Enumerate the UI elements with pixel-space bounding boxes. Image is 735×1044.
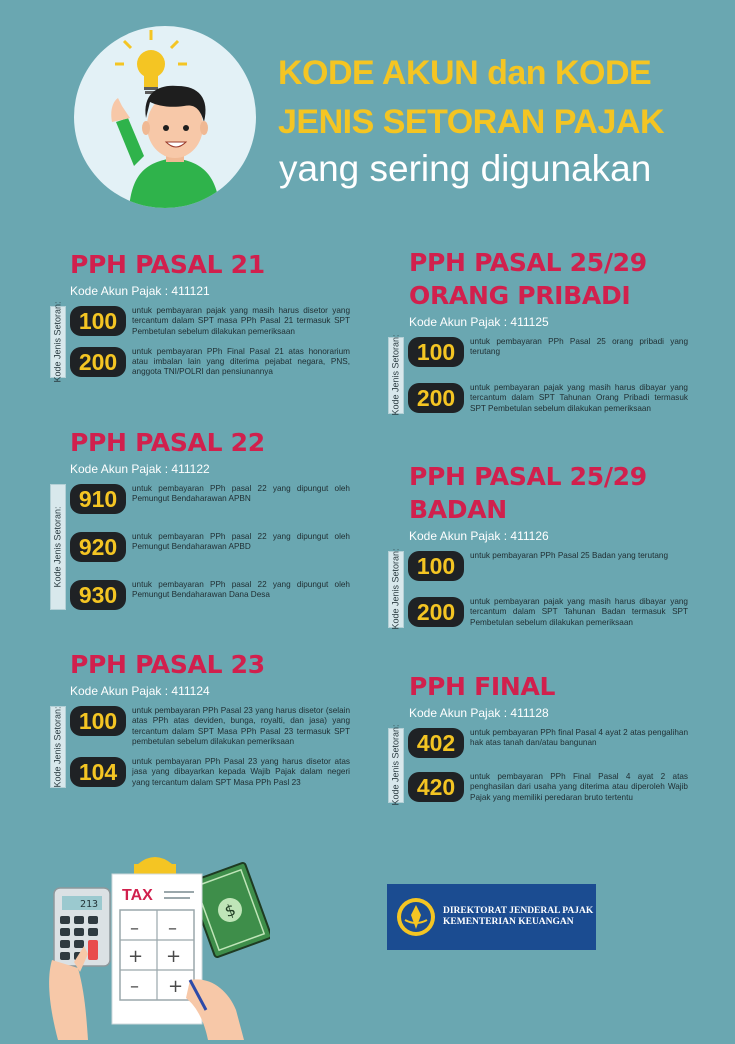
side-label: Kode Jenis Setoran: xyxy=(50,484,66,610)
code-description: untuk pembayaran PPh Pasal 25 Badan yang terutang xyxy=(470,551,669,560)
svg-text:–: – xyxy=(130,918,139,939)
code-badge: 200 xyxy=(408,383,464,413)
tax-illustration xyxy=(40,850,270,1040)
code-badge: 910 xyxy=(70,484,126,514)
code-description: untuk pembayaran PPh Pasal 23 yang harus disetor (selain atas PPh atas deviden, bunga, royalti, dan jasa) yang tercantum dalam SPT Masa PPh Pasal 23 termasuk SPT pembetulan sebelum dilakukan pemeriksaan xyxy=(132,706,350,746)
kode-akun: Kode Akun Pajak : 411121 xyxy=(70,284,210,298)
code-description: untuk pembayaran pajak yang masih harus dibayar yang tercantum dalam SPT Tahunan Orang Pribadi termasuk SPT Pembetulan sebelum dilakukan pemeriksaan xyxy=(470,383,688,413)
section-title-line-1: PPH PASAL 25/29 xyxy=(409,462,647,491)
code-description: untuk pembayaran PPh Pasal 23 yang harus disetor atas jasa yang dibayarkan kepada Wajib Pajak dalam negeri yang tercantum dalam SPT Masa PPh Pasl 23 xyxy=(132,757,350,787)
code-badge: 200 xyxy=(408,597,464,627)
list-item xyxy=(408,551,688,581)
svg-text:+: + xyxy=(166,946,182,967)
list-item xyxy=(70,706,350,747)
svg-text:+: + xyxy=(168,976,184,997)
code-badge: 100 xyxy=(70,306,126,336)
list-item xyxy=(70,306,350,337)
kode-akun: Kode Akun Pajak : 411126 xyxy=(409,529,549,543)
list-item xyxy=(70,347,350,378)
djp-logo xyxy=(387,884,596,950)
side-label: Kode Jenis Setoran: xyxy=(50,306,66,378)
djp-emblem-icon xyxy=(395,896,437,938)
code-badge: 420 xyxy=(408,772,464,802)
side-label: Kode Jenis Setoran: xyxy=(50,706,66,788)
side-label: Kode Jenis Setoran: xyxy=(388,337,404,414)
code-badge: 200 xyxy=(70,347,126,377)
section-title-line-2: BADAN xyxy=(409,495,507,524)
kode-akun: Kode Akun Pajak : 411122 xyxy=(70,462,210,476)
list-item xyxy=(408,337,688,367)
list-item xyxy=(70,757,350,788)
svg-text:–: – xyxy=(130,976,139,997)
section-pph-25-29-op xyxy=(388,246,688,414)
section-title-line-2: ORANG PRIBADI xyxy=(409,281,631,310)
section-title: PPH FINAL xyxy=(409,672,556,701)
title-line-1: KODE AKUN dan KODE xyxy=(278,54,652,92)
section-pph-final xyxy=(388,670,688,806)
code-description: untuk pembayaran PPh Final Pasal 4 ayat 2 atas penghasilan dari usaha yang diterima atau diperoleh Wajib Pajak yang memiliki peredaran bruto tertentu xyxy=(470,772,688,802)
kode-akun: Kode Akun Pajak : 411124 xyxy=(70,684,210,698)
logo-line-1: DIREKTORAT JENDERAL PAJAK xyxy=(443,906,594,916)
section-title-line-1: PPH PASAL 25/29 xyxy=(409,248,647,277)
list-item xyxy=(70,580,350,610)
code-description: untuk pembayaran PPh final Pasal 4 ayat 2 atas pengalihan hak atas tanah dan/atau bangunan xyxy=(470,728,688,748)
section-title: PPH PASAL 23 xyxy=(70,650,265,679)
section-title: PPH PASAL 22 xyxy=(70,428,265,457)
list-item xyxy=(70,484,350,514)
code-description: untuk pembayaran pajak yang masih harus disetor yang tercantum dalam SPT masa PPh Pasal 21 termasuk SPT Pembetulan sebelum dilakukan pemeriksaan xyxy=(132,306,350,336)
title-line-2: JENIS SETORAN PAJAK xyxy=(278,103,664,141)
lightbulb-icon xyxy=(115,30,187,94)
code-description: untuk pembayaran pajak yang masih harus dibayar yang tercantum dalam SPT Tahunan Badan termasuk SPT Pembetulan sebelum dilakukan pemeriksaan xyxy=(470,597,688,627)
side-label: Kode Jenis Setoran: xyxy=(388,551,404,628)
code-description: untuk pembayaran PPh Pasal 25 orang pribadi yang terutang xyxy=(470,337,688,357)
svg-text:–: – xyxy=(168,918,177,939)
boy-pointing-icon xyxy=(74,26,256,208)
avatar-illustration xyxy=(74,26,256,208)
section-pph-21 xyxy=(50,248,350,383)
section-title: PPH PASAL 21 xyxy=(70,250,265,279)
svg-text:+: + xyxy=(128,946,144,967)
code-badge: 104 xyxy=(70,757,126,787)
code-description: untuk pembayaran PPh pasal 22 yang dipungut oleh Pemungut Bendaharawan Dana Desa xyxy=(132,580,350,600)
code-badge: 920 xyxy=(70,532,126,562)
kode-akun: Kode Akun Pajak : 411128 xyxy=(409,706,549,720)
list-item xyxy=(408,772,688,803)
side-label: Kode Jenis Setoran: xyxy=(388,728,404,803)
code-description: untuk pembayaran PPh Final Pasal 21 atas honorarium atau imbalan lain yang diterima pejabat negara, PNS, anggota TNI/POLRI dan pensiunannya xyxy=(132,346,350,377)
section-pph-25-29-badan xyxy=(388,460,688,628)
code-badge: 930 xyxy=(70,580,126,610)
svg-text:$: $ xyxy=(222,899,239,922)
code-description: untuk pembayaran PPh pasal 22 yang dipungut oleh Pemungut Bendaharawan APBD xyxy=(132,532,350,552)
code-badge: 100 xyxy=(408,551,464,581)
kode-akun: Kode Akun Pajak : 411125 xyxy=(409,315,549,329)
list-item xyxy=(70,532,350,562)
subtitle: yang sering digunakan xyxy=(279,148,652,189)
logo-line-2: KEMENTERIAN KEUANGAN xyxy=(443,917,574,927)
code-badge: 402 xyxy=(408,728,464,758)
svg-text:213: 213 xyxy=(79,899,98,910)
section-pph-23 xyxy=(50,648,350,788)
code-badge: 100 xyxy=(408,337,464,367)
list-item xyxy=(408,383,688,414)
code-badge: 100 xyxy=(70,706,126,736)
list-item xyxy=(408,728,688,758)
code-description: untuk pembayaran PPh pasal 22 yang dipungut oleh Pemungut Bendaharawan APBN xyxy=(132,484,350,504)
svg-text:TAX: TAX xyxy=(122,887,153,904)
section-pph-22 xyxy=(50,426,350,610)
list-item xyxy=(408,597,688,628)
